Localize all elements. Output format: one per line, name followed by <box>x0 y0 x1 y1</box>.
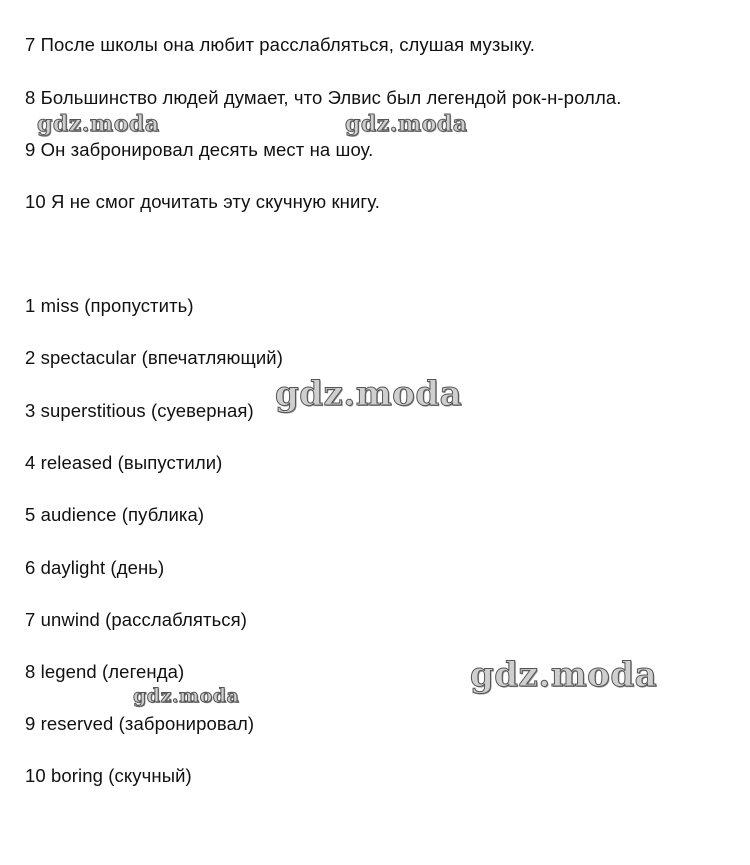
watermark-bottom-small: gdz.moda <box>133 685 240 707</box>
vocab-item-9: 9 reserved (забронировал) <box>25 713 255 734</box>
vocab-item-10: 10 boring (скучный) <box>25 765 192 786</box>
sentence-7: 7 После школы она любит расслабляться, слушая музыку. <box>25 34 535 55</box>
vocab-item-4: 4 released (выпустили) <box>25 452 223 473</box>
vocab-item-2: 2 spectacular (впечатляющий) <box>25 347 283 368</box>
sentence-10: 10 Я не смог дочитать эту скучную книгу. <box>25 191 381 212</box>
vocab-item-1: 1 miss (пропустить) <box>25 295 194 316</box>
vocab-item-8: 8 legend (легенда) <box>25 661 185 682</box>
vocab-item-5: 5 audience (публика) <box>25 504 205 525</box>
watermark-top-left: gdz.moda <box>37 111 160 137</box>
vocab-item-3: 3 superstitious (суеверная) <box>25 400 254 421</box>
watermark-top-right: gdz.moda <box>345 111 468 137</box>
sentence-9: 9 Он забронировал десять мест на шоу. <box>25 139 374 160</box>
sentence-8: 8 Большинство людей думает, что Элвис был легендой рок-н-ролла. <box>25 87 622 108</box>
vocab-item-6: 6 daylight (день) <box>25 557 165 578</box>
watermark-bottom-right: gdz.moda <box>470 655 658 695</box>
vocab-item-7: 7 unwind (расслабляться) <box>25 609 248 630</box>
watermark-middle: gdz.moda <box>275 374 463 414</box>
